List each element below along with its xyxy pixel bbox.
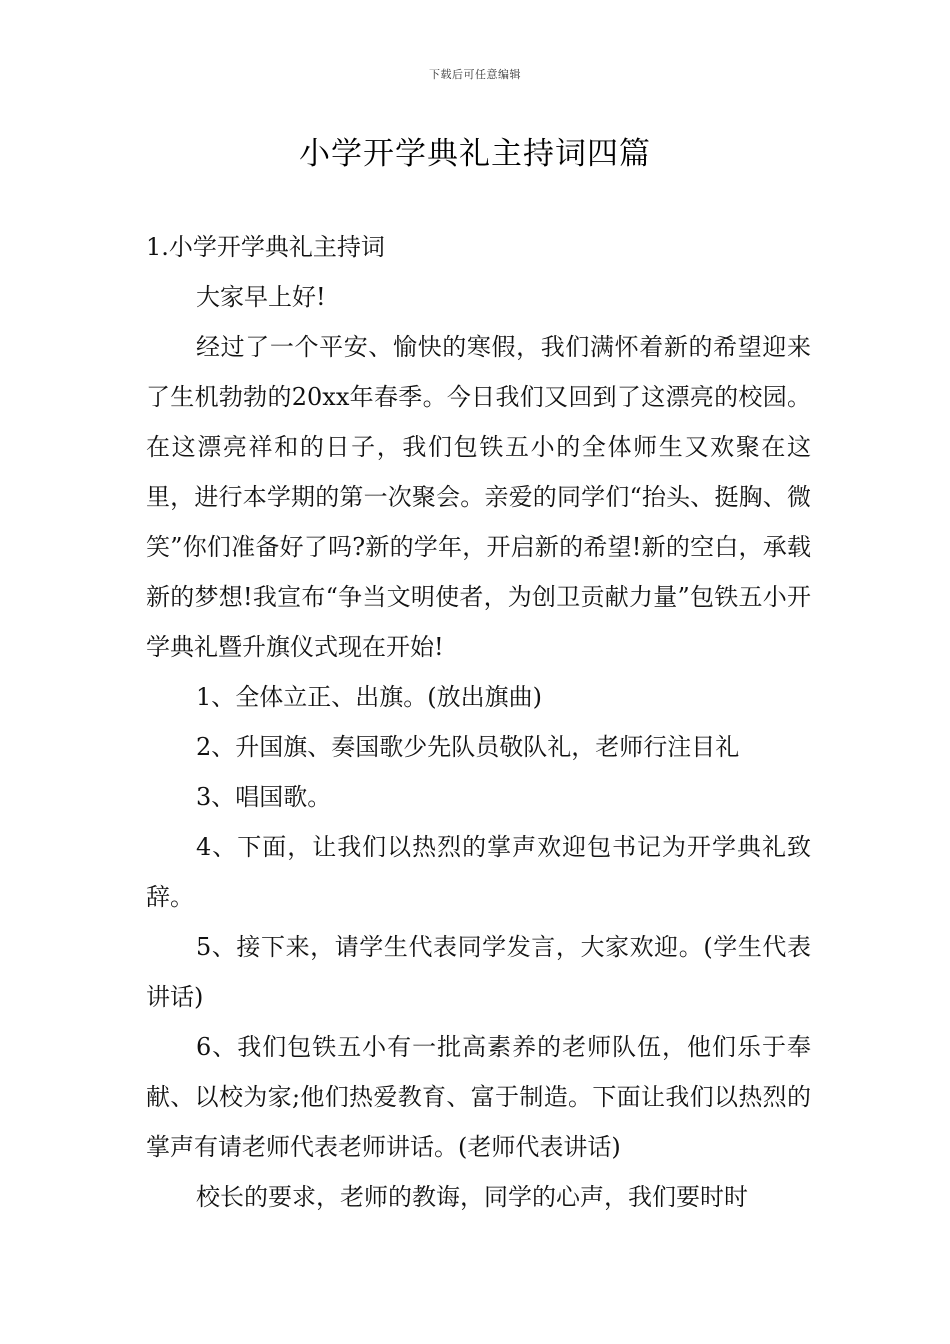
header-note: 下载后可任意编辑 <box>429 68 521 81</box>
agenda-item-5: 5、接下来，请学生代表同学发言，大家欢迎。(学生代表讲话) <box>146 933 811 1011</box>
agenda-item-4: 4、下面，让我们以热烈的掌声欢迎包书记为开学典礼致辞。 <box>146 833 811 911</box>
document-title: 小学开学典礼主持词四篇 <box>299 136 651 172</box>
greeting-paragraph: 大家早上好! <box>196 283 326 311</box>
document-body <box>146 222 811 1222</box>
agenda-item-2: 2、升国旗、奏国歌少先队员敬队礼，老师行注目礼 <box>196 733 740 761</box>
closing-paragraph: 校长的要求，老师的教诲，同学的心声，我们要时时 <box>196 1183 748 1211</box>
agenda-item-3: 3、唱国歌。 <box>196 783 332 811</box>
agenda-item-1: 1、全体立正、出旗。(放出旗曲) <box>196 683 542 711</box>
agenda-item-6: 6、我们包铁五小有一批高素养的老师队伍，他们乐于奉献、以校为家;他们热爱教育、富于制造。下面让我们以热烈的掌声有请老师代表老师讲话。(老师代表讲话) <box>146 1033 811 1161</box>
opening-paragraph: 经过了一个平安、愉快的寒假，我们满怀着新的希望迎来了生机勃勃的20xx年春季。今日我们又回到了这漂亮的校园。在这漂亮祥和的日子，我们包铁五小的全体师生又欢聚在这里，进行本学期的第一次聚会。亲爱的同学们“抬头、挺胸、微笑”你们准备好了吗?新的学年，开启新的希望!新的空白，承载新的梦想!我宣布“争当文明使者，为创卫贡献力量”包铁五小开学典礼暨升旗仪式现在开始! <box>146 333 811 661</box>
section-heading: 1.小学开学典礼主持词 <box>146 233 385 261</box>
